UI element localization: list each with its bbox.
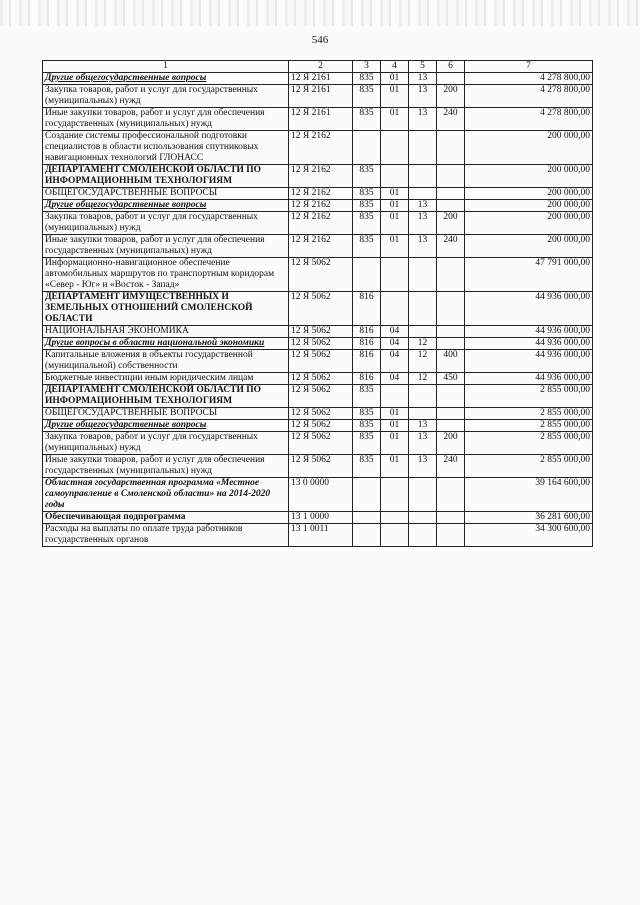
row-section: 04 bbox=[381, 326, 409, 338]
row-code: 12 Я 5062 bbox=[289, 420, 353, 432]
row-name: Бюджетные инвестиции иным юридическим лицам bbox=[43, 373, 289, 385]
row-section bbox=[381, 165, 409, 188]
row-amount: 4 278 800,00 bbox=[465, 85, 593, 108]
row-subsection: 13 bbox=[409, 420, 437, 432]
row-subsection: 12 bbox=[409, 338, 437, 350]
row-name: Обеспечивающая подпрограмма bbox=[43, 512, 289, 524]
row-grbs: 835 bbox=[353, 188, 381, 200]
row-code: 12 Я 2162 bbox=[289, 200, 353, 212]
row-expense-type bbox=[437, 338, 465, 350]
header-row bbox=[43, 61, 593, 73]
page-number: 546 bbox=[311, 34, 329, 46]
row-name: ДЕПАРТАМЕНТ СМОЛЕНСКОЙ ОБЛАСТИ ПО ИНФОРМАЦИОННЫМ ТЕХНОЛОГИЯМ bbox=[43, 165, 289, 188]
row-subsection bbox=[409, 165, 437, 188]
scan-noise bbox=[0, 0, 640, 26]
row-name: Создание системы профессиональной подготовки специалистов в области использования спутниковых навигационных технологий ГЛОНАСС bbox=[43, 131, 289, 165]
row-subsection: 13 bbox=[409, 212, 437, 235]
row-subsection bbox=[409, 131, 437, 165]
row-code: 12 Я 5062 bbox=[289, 258, 353, 292]
row-subsection bbox=[409, 512, 437, 524]
row-section: 01 bbox=[381, 408, 409, 420]
row-name: Другие общегосударственные вопросы bbox=[43, 420, 289, 432]
row-grbs: 835 bbox=[353, 85, 381, 108]
row-section: 01 bbox=[381, 200, 409, 212]
row-grbs: 835 bbox=[353, 200, 381, 212]
row-amount: 44 936 000,00 bbox=[465, 350, 593, 373]
row-amount: 200 000,00 bbox=[465, 212, 593, 235]
row-code: 12 Я 2162 bbox=[289, 165, 353, 188]
header-cell-6: 6 bbox=[437, 61, 465, 73]
table-row bbox=[43, 131, 593, 165]
row-name: Другие общегосударственные вопросы bbox=[43, 200, 289, 212]
table-row bbox=[43, 212, 593, 235]
table-row bbox=[43, 432, 593, 455]
row-section: 01 bbox=[381, 73, 409, 85]
row-amount: 200 000,00 bbox=[465, 200, 593, 212]
table-row bbox=[43, 385, 593, 408]
row-grbs: 835 bbox=[353, 165, 381, 188]
row-grbs bbox=[353, 258, 381, 292]
row-grbs: 816 bbox=[353, 350, 381, 373]
row-section bbox=[381, 524, 409, 547]
row-code: 12 Я 5062 bbox=[289, 326, 353, 338]
row-grbs: 816 bbox=[353, 292, 381, 326]
row-amount: 4 278 800,00 bbox=[465, 73, 593, 85]
table-row bbox=[43, 478, 593, 512]
row-amount: 36 281 600,00 bbox=[465, 512, 593, 524]
row-expense-type: 240 bbox=[437, 455, 465, 478]
row-amount: 47 791 000,00 bbox=[465, 258, 593, 292]
row-name: Капитальные вложения в объекты государственной (муниципальной) собственности bbox=[43, 350, 289, 373]
table-body bbox=[43, 61, 593, 547]
row-grbs bbox=[353, 131, 381, 165]
table-row bbox=[43, 338, 593, 350]
row-expense-type: 240 bbox=[437, 235, 465, 258]
table-row bbox=[43, 200, 593, 212]
row-code: 12 Я 5062 bbox=[289, 408, 353, 420]
row-code: 13 1 0011 bbox=[289, 524, 353, 547]
row-name: Другие вопросы в области национальной экономики bbox=[43, 338, 289, 350]
table-row bbox=[43, 408, 593, 420]
row-expense-type bbox=[437, 165, 465, 188]
row-grbs: 835 bbox=[353, 455, 381, 478]
row-subsection: 13 bbox=[409, 432, 437, 455]
row-grbs: 835 bbox=[353, 432, 381, 455]
row-code: 12 Я 2162 bbox=[289, 235, 353, 258]
row-code: 12 Я 5062 bbox=[289, 292, 353, 326]
row-name: Информационно-навигационное обеспечение автомобильных маршрутов по транспортным коридорам «Север - Юг» и «Восток - Запад» bbox=[43, 258, 289, 292]
row-section: 01 bbox=[381, 108, 409, 131]
row-expense-type bbox=[437, 188, 465, 200]
row-section bbox=[381, 131, 409, 165]
row-name: Иные закупки товаров, работ и услуг для обеспечения государственных (муниципальных) нужд bbox=[43, 455, 289, 478]
row-name: ДЕПАРТАМЕНТ СМОЛЕНСКОЙ ОБЛАСТИ ПО ИНФОРМАЦИОННЫМ ТЕХНОЛОГИЯМ bbox=[43, 385, 289, 408]
row-subsection: 13 bbox=[409, 73, 437, 85]
row-code: 12 Я 2161 bbox=[289, 108, 353, 131]
row-expense-type bbox=[437, 420, 465, 432]
row-code: 12 Я 5062 bbox=[289, 455, 353, 478]
row-grbs: 835 bbox=[353, 235, 381, 258]
row-subsection: 13 bbox=[409, 455, 437, 478]
header-cell-4: 4 bbox=[381, 61, 409, 73]
row-subsection: 13 bbox=[409, 235, 437, 258]
row-amount: 200 000,00 bbox=[465, 188, 593, 200]
header-cell-7: 7 bbox=[465, 61, 593, 73]
table-row bbox=[43, 258, 593, 292]
header-cell-2: 2 bbox=[289, 61, 353, 73]
row-subsection bbox=[409, 408, 437, 420]
row-section bbox=[381, 292, 409, 326]
row-expense-type bbox=[437, 524, 465, 547]
row-expense-type: 200 bbox=[437, 432, 465, 455]
row-code: 13 0 0000 bbox=[289, 478, 353, 512]
row-expense-type: 200 bbox=[437, 212, 465, 235]
row-amount: 200 000,00 bbox=[465, 235, 593, 258]
row-subsection: 13 bbox=[409, 200, 437, 212]
row-amount: 2 855 000,00 bbox=[465, 455, 593, 478]
row-expense-type: 200 bbox=[437, 85, 465, 108]
row-expense-type: 450 bbox=[437, 373, 465, 385]
row-code: 12 Я 2162 bbox=[289, 131, 353, 165]
row-name: ДЕПАРТАМЕНТ ИМУЩЕСТВЕННЫХ И ЗЕМЕЛЬНЫХ ОТНОШЕНИЙ СМОЛЕНСКОЙ ОБЛАСТИ bbox=[43, 292, 289, 326]
row-amount: 2 855 000,00 bbox=[465, 385, 593, 408]
row-section: 01 bbox=[381, 235, 409, 258]
row-name: Другие общегосударственные вопросы bbox=[43, 73, 289, 85]
row-section: 01 bbox=[381, 455, 409, 478]
row-amount: 44 936 000,00 bbox=[465, 373, 593, 385]
row-amount: 2 855 000,00 bbox=[465, 420, 593, 432]
row-name: Расходы на выплаты по оплате труда работников государственных органов bbox=[43, 524, 289, 547]
row-name: Иные закупки товаров, работ и услуг для обеспечения государственных (муниципальных) нужд bbox=[43, 235, 289, 258]
row-code: 12 Я 2162 bbox=[289, 188, 353, 200]
row-expense-type bbox=[437, 385, 465, 408]
row-code: 12 Я 5062 bbox=[289, 338, 353, 350]
row-subsection: 12 bbox=[409, 373, 437, 385]
table-row bbox=[43, 512, 593, 524]
row-grbs: 835 bbox=[353, 108, 381, 131]
row-grbs: 816 bbox=[353, 373, 381, 385]
table-row bbox=[43, 455, 593, 478]
row-expense-type bbox=[437, 326, 465, 338]
row-code: 12 Я 2162 bbox=[289, 212, 353, 235]
row-subsection bbox=[409, 385, 437, 408]
row-grbs: 835 bbox=[353, 385, 381, 408]
row-amount: 200 000,00 bbox=[465, 165, 593, 188]
table-row bbox=[43, 292, 593, 326]
row-grbs: 835 bbox=[353, 73, 381, 85]
row-amount: 34 300 600,00 bbox=[465, 524, 593, 547]
row-grbs bbox=[353, 512, 381, 524]
row-section: 04 bbox=[381, 338, 409, 350]
row-section bbox=[381, 385, 409, 408]
row-name: Областная государственная программа «Местное самоуправление в Смоленской области» на 2014-2020 годы bbox=[43, 478, 289, 512]
row-section: 04 bbox=[381, 350, 409, 373]
row-subsection bbox=[409, 258, 437, 292]
row-section bbox=[381, 258, 409, 292]
row-amount: 2 855 000,00 bbox=[465, 432, 593, 455]
row-expense-type bbox=[437, 73, 465, 85]
row-section: 01 bbox=[381, 420, 409, 432]
table-row bbox=[43, 235, 593, 258]
row-expense-type bbox=[437, 200, 465, 212]
table-row bbox=[43, 165, 593, 188]
row-subsection bbox=[409, 292, 437, 326]
row-code: 12 Я 5062 bbox=[289, 350, 353, 373]
row-name: Иные закупки товаров, работ и услуг для обеспечения государственных (муниципальных) нужд bbox=[43, 108, 289, 131]
table-row bbox=[43, 350, 593, 373]
row-grbs: 816 bbox=[353, 326, 381, 338]
table-row bbox=[43, 420, 593, 432]
row-code: 13 1 0000 bbox=[289, 512, 353, 524]
row-grbs bbox=[353, 478, 381, 512]
row-code: 12 Я 2161 bbox=[289, 85, 353, 108]
row-subsection bbox=[409, 478, 437, 512]
table-row bbox=[43, 373, 593, 385]
row-name: Закупка товаров, работ и услуг для государственных (муниципальных) нужд bbox=[43, 432, 289, 455]
row-subsection: 13 bbox=[409, 108, 437, 131]
row-amount: 44 936 000,00 bbox=[465, 338, 593, 350]
row-grbs: 835 bbox=[353, 408, 381, 420]
row-name: Закупка товаров, работ и услуг для государственных (муниципальных) нужд bbox=[43, 212, 289, 235]
row-section bbox=[381, 478, 409, 512]
row-section bbox=[381, 512, 409, 524]
table-row bbox=[43, 85, 593, 108]
row-subsection bbox=[409, 524, 437, 547]
row-section: 01 bbox=[381, 85, 409, 108]
row-name: ОБЩЕГОСУДАРСТВЕННЫЕ ВОПРОСЫ bbox=[43, 188, 289, 200]
header-cell-1: 1 bbox=[43, 61, 289, 73]
table-row bbox=[43, 326, 593, 338]
row-amount: 4 278 800,00 bbox=[465, 108, 593, 131]
row-code: 12 Я 5062 bbox=[289, 385, 353, 408]
row-subsection: 13 bbox=[409, 85, 437, 108]
row-name: НАЦИОНАЛЬНАЯ ЭКОНОМИКА bbox=[43, 326, 289, 338]
row-expense-type bbox=[437, 408, 465, 420]
row-section: 01 bbox=[381, 432, 409, 455]
row-expense-type bbox=[437, 512, 465, 524]
row-expense-type bbox=[437, 478, 465, 512]
row-name: Закупка товаров, работ и услуг для государственных (муниципальных) нужд bbox=[43, 85, 289, 108]
row-expense-type: 400 bbox=[437, 350, 465, 373]
row-grbs bbox=[353, 524, 381, 547]
row-amount: 2 855 000,00 bbox=[465, 408, 593, 420]
row-subsection bbox=[409, 326, 437, 338]
row-amount: 39 164 600,00 bbox=[465, 478, 593, 512]
row-expense-type: 240 bbox=[437, 108, 465, 131]
row-grbs: 816 bbox=[353, 338, 381, 350]
row-section: 04 bbox=[381, 373, 409, 385]
table-row bbox=[43, 188, 593, 200]
table-row bbox=[43, 524, 593, 547]
row-expense-type bbox=[437, 131, 465, 165]
row-subsection bbox=[409, 188, 437, 200]
row-amount: 200 000,00 bbox=[465, 131, 593, 165]
row-grbs: 835 bbox=[353, 212, 381, 235]
header-cell-5: 5 bbox=[409, 61, 437, 73]
row-expense-type bbox=[437, 292, 465, 326]
row-expense-type bbox=[437, 258, 465, 292]
row-section: 01 bbox=[381, 188, 409, 200]
row-code: 12 Я 5062 bbox=[289, 432, 353, 455]
row-name: ОБЩЕГОСУДАРСТВЕННЫЕ ВОПРОСЫ bbox=[43, 408, 289, 420]
row-code: 12 Я 5062 bbox=[289, 373, 353, 385]
budget-table bbox=[42, 60, 593, 547]
row-amount: 44 936 000,00 bbox=[465, 292, 593, 326]
table-row bbox=[43, 73, 593, 85]
table-row bbox=[43, 108, 593, 131]
row-amount: 44 936 000,00 bbox=[465, 326, 593, 338]
row-section: 01 bbox=[381, 212, 409, 235]
row-grbs: 835 bbox=[353, 420, 381, 432]
row-subsection: 12 bbox=[409, 350, 437, 373]
header-cell-3: 3 bbox=[353, 61, 381, 73]
row-code: 12 Я 2161 bbox=[289, 73, 353, 85]
